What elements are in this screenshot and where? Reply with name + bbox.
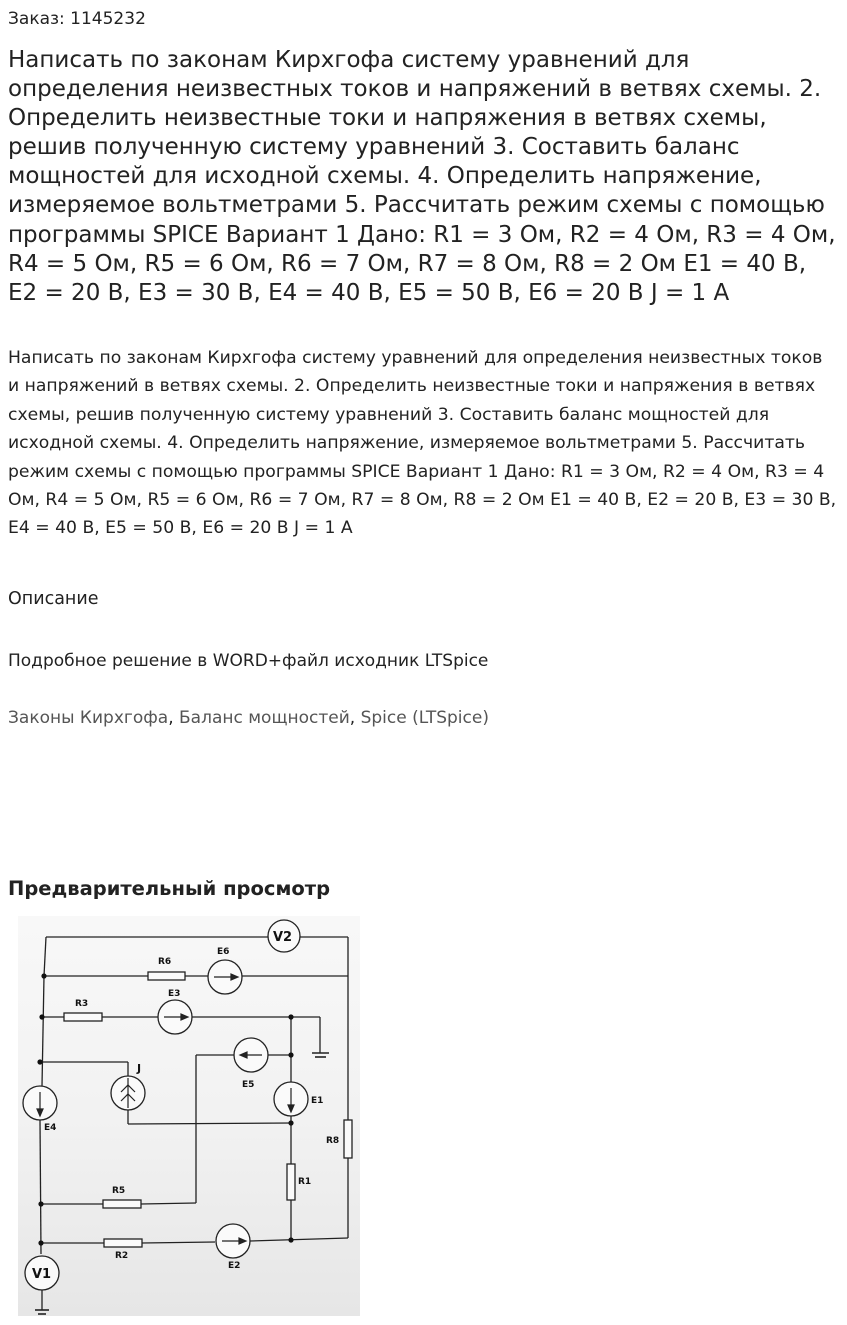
description-body: Подробное решение в WORD+файл исходник LTSpice: [8, 651, 489, 671]
resistor-r3-symbol: [64, 1013, 102, 1021]
short-description: Написать по законам Кирхгофа систему уравнений для определения неизвестных токов и напряжений в ветвях схемы. 2. Определить неизвестные токи и напряжения в ветвях схемы, решив полученную систему уравнений 3. Составить баланс мощностей для исходной схемы. 4. Определить напряжение, измеряемое вольтметрами 5. Рассчитать режим схемы с помощью программы SPICE Вариант 1 Дано: R1 = 3 Ом, R2 = 4 Ом, R3 = 4 Ом, R4 = 5 Ом, R5 = 6 Ом, R6 = 7 Ом, R7 = 8 Ом, R8 = 2 Ом E1 = 40 В, E2 = 20 В, E3 = 30 В, E4 = 40 В, E5 = 50 В, E6 = 20 В J = 1 А: [8, 348, 837, 539]
label-e4: E4: [44, 1123, 57, 1133]
tag-power-balance[interactable]: Баланс мощностей: [179, 708, 350, 728]
page-title: Написать по законам Кирхгофа систему уравнений для определения неизвестных токов и напряжений в ветвях схемы. 2. Определить неизвестные токи и напряжения в ветвях схемы, решив полученную систему уравнений 3. Составить баланс мощностей для исходной схемы. 4. Определить напряжение, измеряемое вольтметрами 5. Рассчитать режим схемы с помощью программы SPICE Вариант 1 Дано: R1 = 3 Ом, R2 = 4 Ом, R3 = 4 Ом, R4 = 5 Ом, R5 = 6 Ом, R6 = 7 Ом, R7 = 8 Ом, R8 = 2 Ом E1 = 40 В, E2 = 20 В, E3 = 30 В, E4 = 40 В, E5 = 50 В, E6 = 20 В J = 1 А: [8, 47, 836, 306]
label-r1: R1: [298, 1177, 312, 1187]
tag-kirchhoff[interactable]: Законы Кирхгофа: [8, 708, 169, 728]
resistor-r8-symbol: [344, 1120, 352, 1158]
label-r2: R2: [115, 1251, 129, 1261]
preview-heading: Предварительный просмотр: [8, 877, 331, 900]
label-r8: R8: [326, 1136, 340, 1146]
description-heading: Описание: [8, 589, 99, 609]
tag-separator: ,: [168, 708, 174, 728]
tag-spice[interactable]: Spice (LTSpice): [360, 708, 489, 728]
label-v2: V2: [273, 930, 293, 945]
preview-image[interactable]: [18, 916, 360, 1316]
label-j: J: [137, 1062, 142, 1075]
order-number: Заказ: 1145232: [8, 9, 146, 29]
label-e3: E3: [168, 989, 181, 999]
label-v1: V1: [32, 1267, 52, 1282]
resistor-r6-symbol: [148, 972, 185, 980]
label-e1: E1: [311, 1096, 324, 1106]
label-r5: R5: [112, 1186, 126, 1196]
circuit-diagram: [18, 916, 360, 1316]
label-r6: R6: [158, 957, 172, 967]
label-r3: R3: [75, 999, 89, 1009]
label-e2: E2: [228, 1261, 241, 1271]
resistor-r2-symbol: [104, 1239, 142, 1247]
resistor-r1-symbol: [287, 1164, 295, 1200]
tag-list: [8, 708, 489, 728]
resistor-r5-symbol: [103, 1200, 141, 1208]
tag-separator: ,: [349, 708, 356, 728]
label-e5: E5: [242, 1080, 255, 1090]
label-e6: E6: [217, 947, 230, 957]
